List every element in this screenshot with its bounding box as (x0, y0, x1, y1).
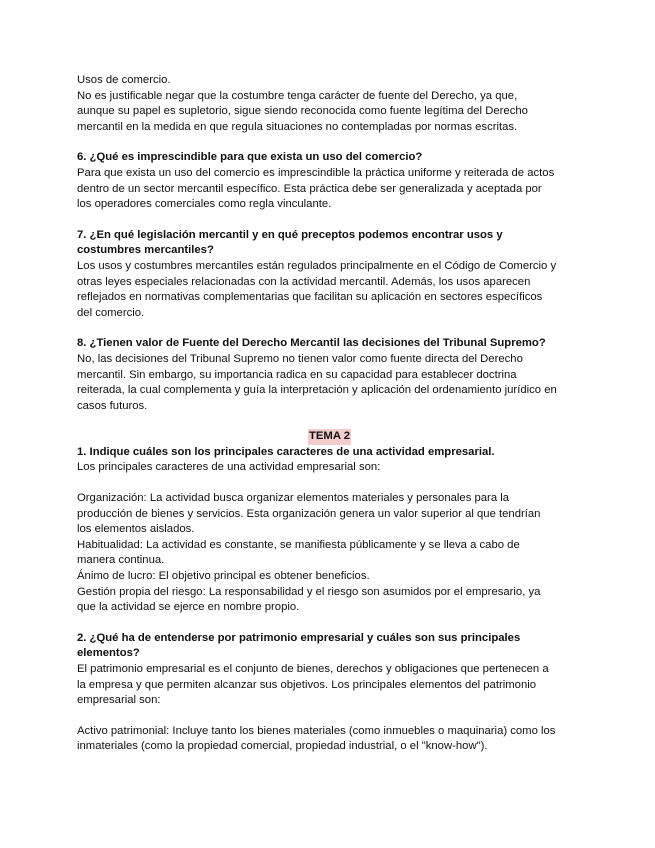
tema2-question-1-line: 1. Indique cuáles son los principales caracteres de una actividad empresarial. (77, 445, 495, 458)
question-6 (77, 150, 582, 166)
tema2-answer-1-items (77, 491, 582, 616)
answer-8-line: casos futuros. (77, 399, 148, 412)
list-item: Habitualidad: La actividad es constante, se manifiesta públicamente y se lleva a cabo de (77, 538, 520, 551)
answer-6-line: Para que exista un uso del comercio es imprescindible la práctica uniforme y reiterada de actos (77, 166, 555, 179)
intro-heading: Usos de comercio. (77, 74, 171, 86)
tema2-answer-1-intro (77, 460, 582, 476)
tema2-answer-2-line: empresarial son: (77, 694, 161, 707)
intro-line: mercantil en la medida en que regula situaciones no contempladas por normas escritas. (77, 120, 518, 133)
spacer (77, 135, 582, 150)
answer-8-line: No, las decisiones del Tribunal Supremo no tienen valor como fuente directa del Derecho (77, 352, 523, 365)
question-7-line: costumbres mercantiles? (77, 244, 214, 257)
answer-7-line: Los usos y costumbres mercantiles están regulados principalmente en el Código de Comercio y (77, 259, 557, 272)
list-item: Organización: La actividad busca organizar elementos materiales y personales para la (77, 492, 510, 505)
spacer (77, 213, 582, 228)
tema2-answer-2-line: la empresa y que permiten alcanzar sus objetivos. Los principales elementos del patrimonio (77, 678, 537, 691)
list-item: que la actividad se ejerce en nombre propio. (77, 601, 300, 614)
section-heading-tema-2: TEMA 2 (308, 429, 351, 445)
tema2-question-2 (77, 631, 582, 662)
tema2-answer-1-line: Los principales caracteres de una actividad empresarial son: (77, 461, 381, 474)
spacer (77, 709, 582, 724)
document-page (77, 73, 582, 755)
answer-7-line: reflejados en normativas complementarias que facilitan su aplicación en sectores específicos (77, 291, 543, 304)
list-item: producción de bienes y servicios. Esta organización genera un valor superior al que tendrían (77, 507, 541, 520)
tema2-answer-2-items (77, 724, 582, 755)
list-item: Gestión propia del riesgo: La responsabilidad y el riesgo son asumidos por el empresario, ya (77, 585, 541, 598)
intro-line: No es justificable negar que la costumbre tenga carácter de fuente del Derecho, ya que, (77, 89, 518, 102)
answer-7-line: del comercio. (77, 306, 145, 319)
answer-6-line: dentro de un sector mercantil específico. Esta práctica debe ser generalizada y aceptada por (77, 182, 542, 195)
answer-6-line: los operadores comerciales como regla vinculante. (77, 198, 332, 211)
intro-line: aunque su papel es supletorio, sigue siendo reconocida como fuente legítima del Derecho (77, 105, 528, 118)
list-item: manera continua. (77, 554, 165, 567)
spacer (77, 414, 582, 429)
tema2-question-2-line: 2. ¿Qué ha de entenderse por patrimonio empresarial y cuáles son sus principales (77, 631, 521, 644)
answer-8-line: reiterada, la cual complementa y guía la interpretación y aplicación del ordenamiento jurídico en (77, 384, 557, 397)
question-7 (77, 228, 582, 259)
list-item: Activo patrimonial: Incluye tanto los bienes materiales (como inmuebles o maquinaria) como los (77, 724, 556, 737)
answer-8 (77, 352, 582, 414)
answer-7 (77, 259, 582, 321)
intro-section (77, 73, 582, 135)
tema2-question-2-line: elementos? (77, 647, 140, 660)
section-heading-wrap (77, 429, 582, 445)
spacer (77, 476, 582, 491)
tema2-answer-2 (77, 662, 582, 709)
list-item: Ánimo de lucro: El objetivo principal es obtener beneficios. (77, 570, 370, 583)
question-7-line: 7. ¿En qué legislación mercantil y en qué preceptos podemos encontrar usos y (77, 228, 503, 241)
answer-8-line: mercantil. Sin embargo, su importancia radica en su capacidad para establecer doctrina (77, 368, 517, 381)
answer-7-line: otras leyes especiales relacionadas con la actividad mercantil. Además, los usos aparecen (77, 275, 531, 288)
tema2-question-1 (77, 445, 582, 461)
spacer (77, 321, 582, 336)
list-item: inmateriales (como la propiedad comercial, propiedad industrial, o el "know-how"). (77, 740, 488, 753)
question-6-line: 6. ¿Qué es imprescindible para que exista un uso del comercio? (77, 151, 423, 164)
question-8 (77, 336, 582, 352)
tema2-answer-2-line: El patrimonio empresarial es el conjunto de bienes, derechos y obligaciones que pertenecen a (77, 663, 549, 675)
question-8-line: 8. ¿Tienen valor de Fuente del Derecho Mercantil las decisiones del Tribunal Supremo? (77, 337, 546, 350)
list-item: los elementos aislados. (77, 523, 195, 536)
spacer (77, 616, 582, 631)
answer-6 (77, 166, 582, 213)
